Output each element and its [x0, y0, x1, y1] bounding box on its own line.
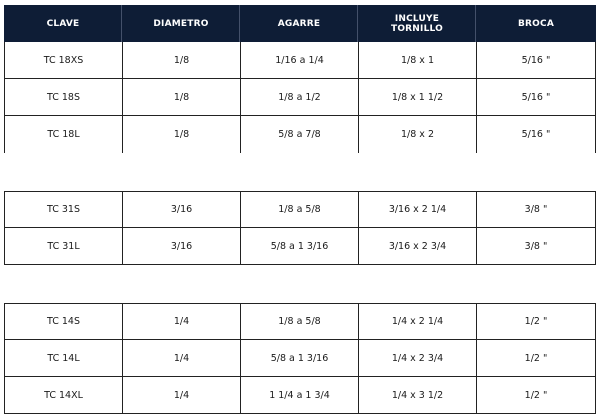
- cell-tornillo: 1/4 x 2 1/4: [358, 303, 476, 340]
- table-row: [4, 303, 596, 340]
- cell-diametro: 1/4: [122, 377, 240, 414]
- cell-broca: 5/16 ": [476, 116, 596, 153]
- cell-tornillo: 3/16 x 2 3/4: [358, 228, 476, 265]
- cell-agarre: 5/8 a 7/8: [240, 116, 358, 153]
- cell-clave: TC 31L: [4, 228, 122, 265]
- cell-broca: 3/8 ": [476, 228, 596, 265]
- cell-tornillo: 1/8 x 1 1/2: [358, 79, 476, 116]
- table-row: [4, 340, 596, 377]
- header-agarre: AGARRE: [240, 5, 358, 42]
- cell-agarre: 1/8 a 5/8: [240, 303, 358, 340]
- cell-clave: TC 14S: [4, 303, 122, 340]
- cell-diametro: 1/8: [122, 42, 240, 79]
- header-broca: BROCA: [476, 5, 596, 42]
- spec-table: [4, 5, 596, 414]
- table-row: [4, 79, 596, 116]
- cell-broca: 1/2 ": [476, 303, 596, 340]
- table-group-2: [4, 191, 596, 265]
- cell-clave: TC 18S: [4, 79, 122, 116]
- cell-diametro: 3/16: [122, 228, 240, 265]
- cell-broca: 5/16 ": [476, 79, 596, 116]
- cell-agarre: 1 1/4 a 1 3/4: [240, 377, 358, 414]
- cell-tornillo: 3/16 x 2 1/4: [358, 191, 476, 228]
- header-diametro: DIAMETRO: [122, 5, 240, 42]
- table-row: [4, 42, 596, 79]
- cell-broca: 5/16 ": [476, 42, 596, 79]
- cell-clave: TC 31S: [4, 191, 122, 228]
- cell-clave: TC 18XS: [4, 42, 122, 79]
- cell-agarre: 1/8 a 1/2: [240, 79, 358, 116]
- cell-clave: TC 14L: [4, 340, 122, 377]
- cell-agarre: 5/8 a 1 3/16: [240, 228, 358, 265]
- cell-diametro: 1/8: [122, 79, 240, 116]
- cell-agarre: 5/8 a 1 3/16: [240, 340, 358, 377]
- table-group-1: [4, 42, 596, 153]
- table-group-3: [4, 303, 596, 414]
- cell-tornillo: 1/4 x 2 3/4: [358, 340, 476, 377]
- cell-tornillo: 1/8 x 1: [358, 42, 476, 79]
- group-gap: [4, 153, 596, 191]
- cell-broca: 1/2 ": [476, 340, 596, 377]
- cell-agarre: 1/16 a 1/4: [240, 42, 358, 79]
- header-incluye-tornillo: INCLUYE TORNILLO: [358, 5, 476, 42]
- table-row: [4, 228, 596, 265]
- header-clave: CLAVE: [4, 5, 122, 42]
- cell-broca: 1/2 ": [476, 377, 596, 414]
- cell-diametro: 3/16: [122, 191, 240, 228]
- cell-tornillo: 1/8 x 2: [358, 116, 476, 153]
- cell-tornillo: 1/4 x 3 1/2: [358, 377, 476, 414]
- table-row: [4, 377, 596, 414]
- cell-diametro: 1/4: [122, 303, 240, 340]
- cell-clave: TC 14XL: [4, 377, 122, 414]
- table-row: [4, 116, 596, 153]
- table-row: [4, 191, 596, 228]
- cell-clave: TC 18L: [4, 116, 122, 153]
- cell-diametro: 1/8: [122, 116, 240, 153]
- cell-agarre: 1/8 a 5/8: [240, 191, 358, 228]
- cell-broca: 3/8 ": [476, 191, 596, 228]
- group-gap: [4, 265, 596, 303]
- cell-diametro: 1/4: [122, 340, 240, 377]
- table-header: [4, 5, 596, 42]
